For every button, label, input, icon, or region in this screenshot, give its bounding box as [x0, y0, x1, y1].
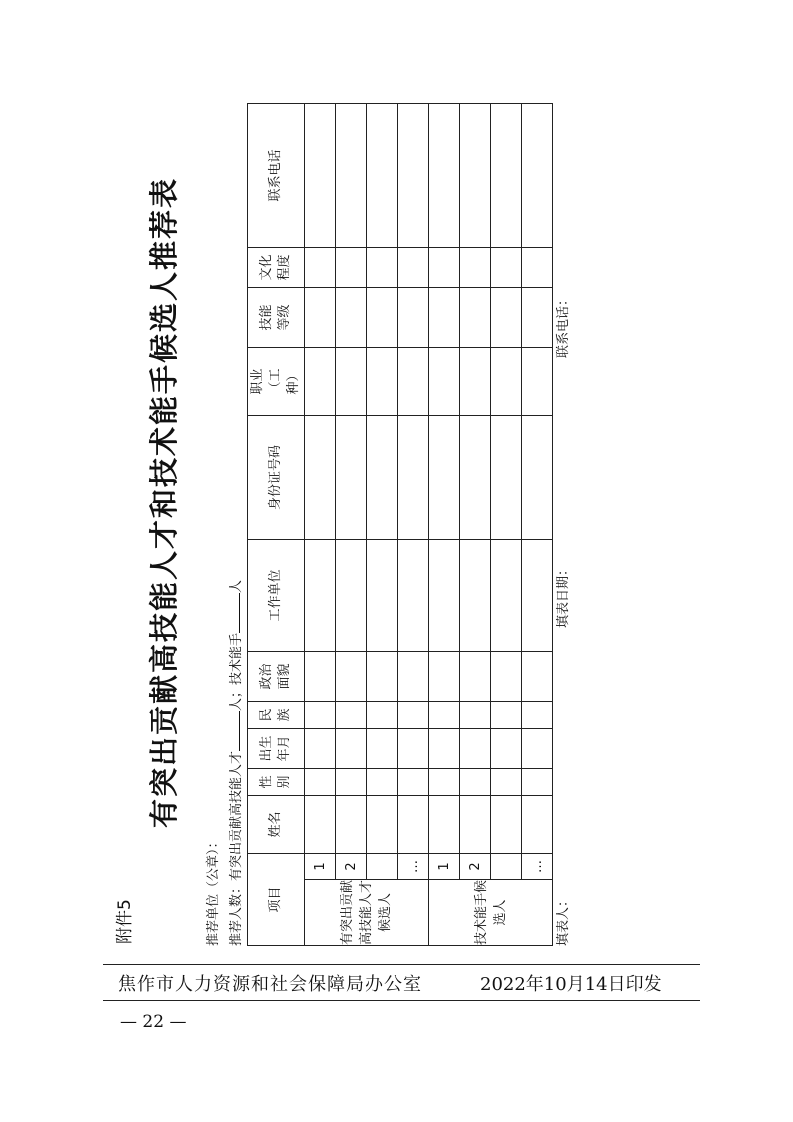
- political-cell[interactable]: [305, 651, 336, 701]
- education-cell[interactable]: [522, 247, 553, 287]
- gender-cell[interactable]: [460, 768, 491, 795]
- col-occupation: 职业（工种）: [248, 347, 305, 415]
- skill-level-cell[interactable]: [522, 287, 553, 347]
- education-cell[interactable]: [429, 247, 460, 287]
- gender-cell[interactable]: [522, 768, 553, 795]
- id-number-cell[interactable]: [522, 415, 553, 539]
- talent-count-blank: [227, 711, 240, 751]
- political-cell[interactable]: [367, 651, 398, 701]
- recommendation-form-sheet: [102, 98, 702, 958]
- count-mid: 人；技术能手: [229, 632, 244, 711]
- count-suffix: 人: [229, 579, 244, 593]
- gender-cell[interactable]: [398, 768, 429, 795]
- occupation-cell[interactable]: [305, 347, 336, 415]
- birth-cell[interactable]: [367, 728, 398, 768]
- issue-date: 2022年10月14日印发: [480, 974, 662, 995]
- name-cell[interactable]: [491, 795, 522, 853]
- name-cell[interactable]: [522, 795, 553, 853]
- form-title: 有突出贡献高技能人才和技术能手候选人推荐表: [147, 176, 181, 828]
- skill-level-cell[interactable]: [305, 287, 336, 347]
- occupation-cell[interactable]: [367, 347, 398, 415]
- count-prefix: 推荐人数：有突出贡献高技能人才: [229, 750, 244, 946]
- col-name: 姓名: [248, 795, 305, 853]
- birth-cell[interactable]: [460, 728, 491, 768]
- political-cell[interactable]: [398, 651, 429, 701]
- workplace-cell[interactable]: [367, 539, 398, 651]
- col-ethnicity: 民族: [248, 701, 305, 728]
- phone-cell[interactable]: [398, 103, 429, 247]
- table-row: [460, 103, 491, 945]
- name-cell[interactable]: [336, 795, 367, 853]
- political-cell[interactable]: [460, 651, 491, 701]
- phone-cell[interactable]: [305, 103, 336, 247]
- occupation-cell[interactable]: [336, 347, 367, 415]
- birth-cell[interactable]: [398, 728, 429, 768]
- id-number-cell[interactable]: [460, 415, 491, 539]
- expert-count-blank: [227, 593, 240, 633]
- gender-cell[interactable]: [491, 768, 522, 795]
- annex-label: 附件5: [115, 899, 135, 944]
- phone-cell[interactable]: [429, 103, 460, 247]
- id-number-cell[interactable]: [336, 415, 367, 539]
- birth-cell[interactable]: [305, 728, 336, 768]
- col-item: 项目: [248, 853, 305, 945]
- fill-date-label: 填表日期：: [556, 562, 571, 628]
- political-cell[interactable]: [522, 651, 553, 701]
- ethnicity-cell[interactable]: [491, 701, 522, 728]
- id-number-cell[interactable]: [398, 415, 429, 539]
- political-cell[interactable]: [336, 651, 367, 701]
- row-index: …: [522, 853, 553, 879]
- row-index-empty: [367, 853, 398, 879]
- skill-level-cell[interactable]: [367, 287, 398, 347]
- col-phone: 联系电话: [248, 103, 305, 247]
- id-number-cell[interactable]: [491, 415, 522, 539]
- id-number-cell[interactable]: [305, 415, 336, 539]
- gender-cell[interactable]: [429, 768, 460, 795]
- name-cell[interactable]: [398, 795, 429, 853]
- fill-person-label: 填表人：: [556, 893, 571, 946]
- col-birth: 出生年月: [248, 728, 305, 768]
- birth-cell[interactable]: [491, 728, 522, 768]
- phone-cell[interactable]: [522, 103, 553, 247]
- phone-cell[interactable]: [460, 103, 491, 247]
- occupation-cell[interactable]: [429, 347, 460, 415]
- table-row: [522, 103, 553, 945]
- phone-cell[interactable]: [336, 103, 367, 247]
- political-cell[interactable]: [429, 651, 460, 701]
- col-id-number: 身份证号码: [248, 415, 305, 539]
- gender-cell[interactable]: [305, 768, 336, 795]
- gender-cell[interactable]: [367, 768, 398, 795]
- workplace-cell[interactable]: [305, 539, 336, 651]
- page-number: — 22 —: [120, 1012, 187, 1032]
- education-cell[interactable]: [305, 247, 336, 287]
- id-number-cell[interactable]: [367, 415, 398, 539]
- education-cell[interactable]: [336, 247, 367, 287]
- col-gender: 性别: [248, 768, 305, 795]
- skill-level-cell[interactable]: [336, 287, 367, 347]
- name-cell[interactable]: [460, 795, 491, 853]
- ethnicity-cell[interactable]: [398, 701, 429, 728]
- workplace-cell[interactable]: [429, 539, 460, 651]
- table-row: [367, 103, 398, 945]
- table-row: [491, 103, 522, 945]
- row-index: …: [398, 853, 429, 879]
- occupation-cell[interactable]: [398, 347, 429, 415]
- candidate-table: [247, 103, 553, 946]
- gender-cell[interactable]: [336, 768, 367, 795]
- workplace-cell[interactable]: [522, 539, 553, 651]
- category-talent: 有突出贡献高技能人才候选人: [305, 880, 429, 946]
- contact-phone-label: 联系电话：: [556, 292, 571, 358]
- row-index: 2: [460, 853, 491, 879]
- political-cell[interactable]: [491, 651, 522, 701]
- birth-cell[interactable]: [429, 728, 460, 768]
- education-cell[interactable]: [491, 247, 522, 287]
- name-cell[interactable]: [367, 795, 398, 853]
- ethnicity-cell[interactable]: [367, 701, 398, 728]
- birth-cell[interactable]: [336, 728, 367, 768]
- row-index: 1: [429, 853, 460, 879]
- recommender-label: 推荐单位（公章）：: [206, 835, 221, 946]
- occupation-cell[interactable]: [522, 347, 553, 415]
- footer-top-rule: [103, 964, 700, 965]
- table-row: [305, 103, 336, 945]
- skill-level-cell[interactable]: [398, 287, 429, 347]
- row-index: 2: [336, 853, 367, 879]
- ethnicity-cell[interactable]: [460, 701, 491, 728]
- table-row: [336, 103, 367, 945]
- workplace-cell[interactable]: [491, 539, 522, 651]
- phone-cell[interactable]: [367, 103, 398, 247]
- birth-cell[interactable]: [522, 728, 553, 768]
- ethnicity-cell[interactable]: [429, 701, 460, 728]
- skill-level-cell[interactable]: [491, 287, 522, 347]
- occupation-cell[interactable]: [460, 347, 491, 415]
- workplace-cell[interactable]: [398, 539, 429, 651]
- occupation-cell[interactable]: [491, 347, 522, 415]
- row-index-empty: [491, 853, 522, 879]
- ethnicity-cell[interactable]: [336, 701, 367, 728]
- col-workplace: 工作单位: [248, 539, 305, 651]
- id-number-cell[interactable]: [429, 415, 460, 539]
- table-header-row: [248, 103, 305, 945]
- table-row: [398, 103, 429, 945]
- category-expert: 技术能手候选人: [429, 880, 553, 946]
- name-cell[interactable]: [305, 795, 336, 853]
- education-cell[interactable]: [460, 247, 491, 287]
- col-political: 政治面貌: [248, 651, 305, 701]
- footer-bottom-rule: [103, 1000, 700, 1001]
- recommend-count-line: [225, 580, 244, 946]
- phone-cell[interactable]: [491, 103, 522, 247]
- workplace-cell[interactable]: [460, 539, 491, 651]
- issuer-office: 焦作市人力资源和社会保障局办公室: [118, 974, 422, 995]
- education-cell[interactable]: [398, 247, 429, 287]
- skill-level-cell[interactable]: [429, 287, 460, 347]
- row-index: 1: [305, 853, 336, 879]
- table-row: [429, 103, 460, 945]
- col-skill-level: 技能等级: [248, 287, 305, 347]
- ethnicity-cell[interactable]: [305, 701, 336, 728]
- education-cell[interactable]: [367, 247, 398, 287]
- ethnicity-cell[interactable]: [522, 701, 553, 728]
- workplace-cell[interactable]: [336, 539, 367, 651]
- col-education: 文化程度: [248, 247, 305, 287]
- name-cell[interactable]: [429, 795, 460, 853]
- skill-level-cell[interactable]: [460, 287, 491, 347]
